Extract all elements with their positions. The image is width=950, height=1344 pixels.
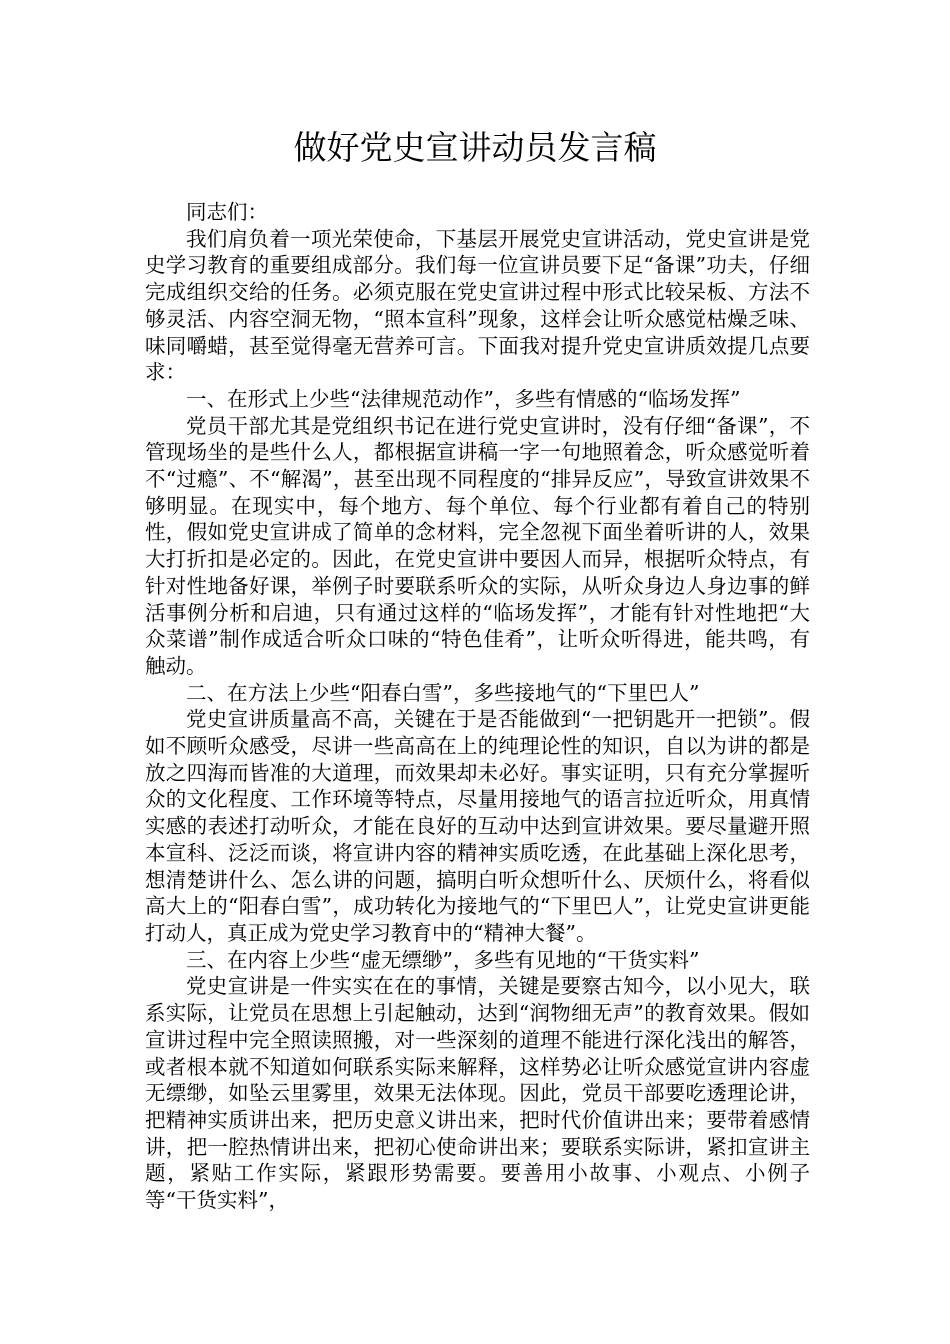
- section-1-paragraph: 党员干部尤其是党组织书记在进行党史宣讲时，没有仔细“备课”，不管现场坐的是些什么人，都根据宣讲稿一字一句地照着念，听众感觉听着不“过瘾”、不“解渴”，甚至出现不同程度的“排异反应”，导致宣讲效果不够明显。在现实中，每个地方、每个单位、每个行业都有着自己的特别性，假如党史宣讲成了简单的念材料，完全忽视下面坐着听讲的人，效果大打折扣是必定的。因此，在党史宣讲中要因人而异，根据听众特点，有针对性地备好课，举例子时要联系听众的实际，从听众身边人身边事的鲜活事例分析和启迪，只有通过这样的“临场发挥”，才能有针对性地把“大众菜谱”制作成适合听众口味的“特色佳肴”，让听众听得进，能共鸣，有触动。: [145, 413, 810, 678]
- intro-paragraph: 我们肩负着一项光荣使命，下基层开展党史宣讲活动，党史宣讲是党史学习教育的重要组成部分。我们每一位宣讲员要下足“备课”功夫，仔细完成组织交给的任务。必须克服在党史宣讲过程中形式比较呆板、方法不够灵活、内容空洞无物，“照本宣科”现象，这样会让听众感觉枯燥乏味、味同嚼蜡，甚至觉得毫无营养可言。下面我对提升党史宣讲质效提几点要求：: [145, 226, 810, 385]
- greeting: 同志们：: [186, 200, 268, 224]
- section-2-heading: 二、在方法上少些“阳春白雪”，多些接地气的“下里巴人”: [186, 680, 700, 705]
- document-body: [145, 199, 810, 1214]
- document-title: 做好党史宣讲动员发言稿: [293, 128, 657, 167]
- section-2-paragraph: 党史宣讲质量高不高，关键在于是否能做到“一把钥匙开一把锁”。假如不顾听众感受，尽讲一些高高在上的纯理论性的知识，自以为讲的都是放之四海而皆准的大道理，而效果却未必好。事实证明，只有充分掌握听众的文化程度、工作环境等特点，尽量用接地气的语言拉近听众，用真情实感的表述打动听众，才能在良好的互动中达到宣讲效果。要尽量避开照本宣科、泛泛而谈，将宣讲内容的精神实质吃透，在此基础上深化思考，想清楚讲什么、怎么讲的问题，搞明白听众想听什么、厌烦什么，将看似高大上的“阳春白雪”，成功转化为接地气的“下里巴人”，让党史宣讲更能打动人，真正成为党史学习教育中的“精神大餐”。: [145, 707, 810, 945]
- section-1-heading: 一、在形式上少些“法律规范动作”，多些有情感的“临场发挥”: [186, 386, 741, 411]
- section-3-paragraph: 党史宣讲是一件实实在在的事情，关键是要察古知今，以小见大，联系实际，让党员在思想上引起触动，达到“润物细无声”的教育效果。假如宣讲过程中完全照读照搬，对一些深刻的道理不能进行深化浅出的解答，或者根本就不知道如何联系实际来解释，这样势必让听众感觉宣讲内容虚无缥缈，如坠云里雾里，效果无法体现。因此，党员干部要吃透理论讲，把精神实质讲出来，把历史意义讲出来，把时代价值讲出来；要带着感情讲，把一腔热情讲出来，把初心使命讲出来；要联系实际讲，紧扣宣讲主题，紧贴工作实际，紧跟形势需要。要善用小故事、小观点、小例子等“干货实料”，: [145, 974, 810, 1213]
- section-3-heading: 三、在内容上少些“虚无缥缈”，多些有见地的“干货实料”: [186, 947, 700, 972]
